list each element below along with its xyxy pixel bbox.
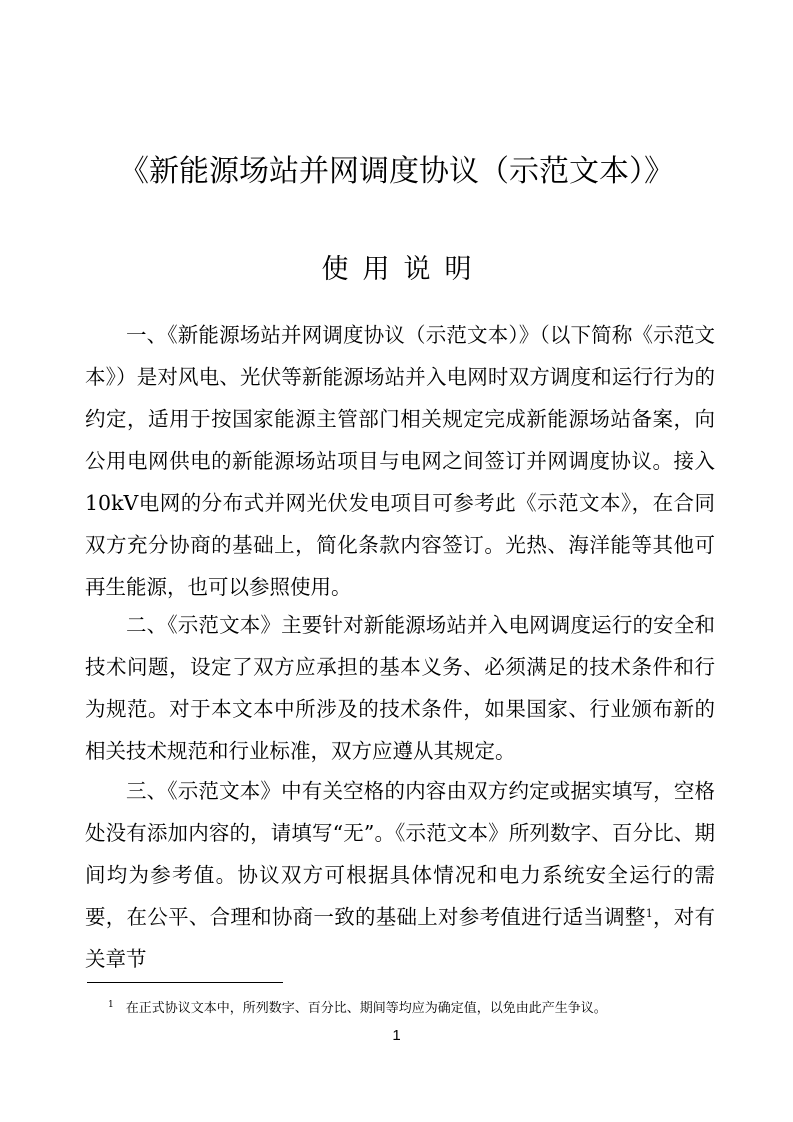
section-heading: 使用说明	[321, 254, 486, 285]
footnote-text: 在正式协议文本中，所列数字、百分比、期间等均应为确定值，以免由此产生争议。	[125, 1001, 607, 1016]
paragraph-2: 二、《示范文本》主要针对新能源场站并入电网调度运行的安全和技术问题，设定了双方应承担的基本义务、必须满足的技术条件和行为规范。对于本文本中所涉及的技术条件，如果国家、行业颁布新的相关技术规范和行业标准，双方应遵从其规定。	[85, 613, 715, 763]
paragraph-3-continuation: ，对有关章节	[85, 905, 716, 971]
paragraph-1: 一、《新能源场站并网调度协议（示范文本）》（以下简称《示范文本》）是对风电、光伏等新能源场站并入电网时双方调度和运行行为的约定，适用于按国家能源主管部门相关规定完成新能源场站备案，向公用电网供电的新能源场站项目与电网之间签订并网调度协议。接入10kV电网的分布式并网光伏发电项目可参考此《示范文本》，在合同双方充分协商的基础上，简化条款内容签订。光热、海洋能等其他可再生能源，也可以参照使用。	[85, 323, 715, 599]
footnote-separator	[87, 982, 283, 983]
page-number: 1	[392, 1027, 401, 1044]
paragraph-3	[85, 770, 715, 980]
footnote-reference[interactable]: 1	[645, 907, 653, 920]
footnote	[108, 995, 728, 1019]
footnote-marker: 1	[108, 1000, 114, 1010]
paragraph-3-text: 三、《示范文本》中有关空格的内容由双方约定或据实填写，空格处没有添加内容的，请填写“无”。《示范文本》所列数字、百分比、期间均为参考值。协议双方可根据具体情况和电力系统安全运行的需要，在公平、合理和协商一致的基础上对参考值进行适当调整	[85, 779, 715, 929]
document-title: 《新能源场站并网调度协议（示范文本）》	[119, 154, 674, 189]
